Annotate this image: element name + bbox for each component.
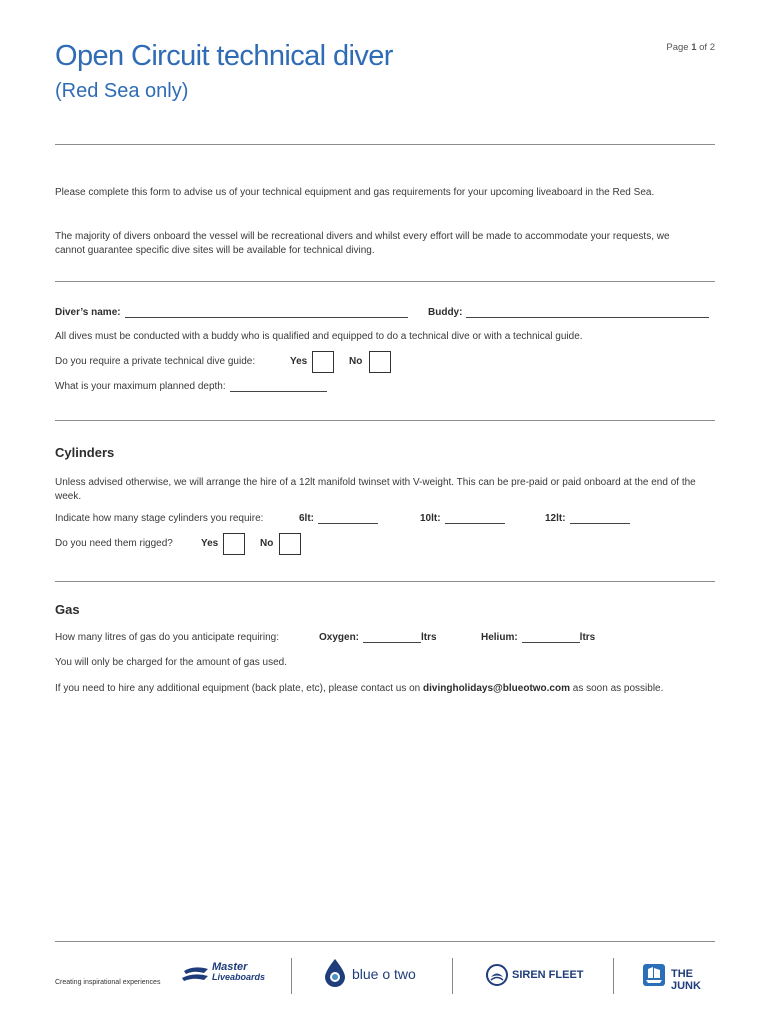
page-subtitle: (Red Sea only) — [55, 80, 189, 102]
the-junk-logo — [642, 962, 716, 990]
stage-12lt-input[interactable] — [570, 513, 630, 524]
oxygen-input[interactable] — [363, 632, 421, 643]
guide-no-checkbox[interactable] — [369, 351, 391, 373]
oxygen-label: Oxygen: — [319, 632, 360, 643]
page-number — [666, 42, 715, 53]
stage-12lt-label: 12lt: — [545, 513, 566, 524]
logo-separator — [291, 958, 292, 994]
siren-emblem-icon — [486, 964, 508, 986]
wave-icon — [182, 965, 210, 987]
guide-yes-label: Yes — [290, 356, 308, 367]
diver-name-label: Diver’s name: — [55, 307, 121, 318]
oxygen-unit: ltrs — [421, 632, 437, 643]
rigged-yes-label: Yes — [201, 538, 219, 549]
intro-paragraph-1: Please complete this form to advise us of your technical equipment and gas requirements for your upcoming liveaboard in the Red Sea. — [55, 187, 655, 198]
page-title: Open Circuit technical diver — [55, 40, 393, 72]
contact-email-link[interactable]: divingholidays@blueotwo.com — [423, 683, 570, 694]
helium-input[interactable] — [522, 632, 580, 643]
helium-unit: ltrs — [579, 632, 596, 643]
footer-tagline: Creating inspirational experiences — [55, 979, 161, 986]
guide-no-label: No — [349, 356, 363, 367]
stage-10lt-input[interactable] — [445, 513, 505, 524]
siren-fleet-logo — [486, 963, 586, 989]
page-suffix: of 2 — [699, 42, 715, 53]
buddy-input[interactable] — [466, 307, 709, 318]
logo-separator — [452, 958, 453, 994]
stage-10lt-field — [420, 513, 505, 524]
logo3-text: SIREN FLEET — [512, 969, 584, 981]
blue-o-two-logo — [322, 958, 427, 990]
logo1-line1: Master — [212, 961, 248, 973]
depth-field — [55, 381, 327, 392]
page-current: 1 — [691, 42, 697, 53]
gas-question: How many litres of gas do you anticipate requiring: — [55, 632, 280, 643]
rigged-no-label: No — [260, 538, 274, 549]
footer-divider — [55, 941, 715, 942]
rigged-question: Do you need them rigged? — [55, 538, 173, 549]
rigged-no-checkbox[interactable] — [279, 533, 301, 555]
droplet-icon — [322, 958, 348, 988]
junk-boat-icon — [642, 963, 666, 987]
charge-note: You will only be charged for the amount of gas used. — [55, 657, 288, 668]
divider — [55, 581, 715, 582]
cylinders-heading: Cylinders — [55, 445, 115, 460]
buddy-label: Buddy: — [428, 307, 463, 318]
helium-field — [481, 632, 595, 643]
divider — [55, 144, 715, 145]
depth-input[interactable] — [230, 381, 327, 392]
stage-question: Indicate how many stage cylinders you require: — [55, 513, 264, 524]
hire-suffix: as soon as possible. — [572, 683, 664, 694]
page-prefix: Page — [666, 42, 689, 53]
stage-10lt-label: 10lt: — [420, 513, 441, 524]
stage-6lt-field — [299, 513, 378, 524]
stage-12lt-field — [545, 513, 630, 524]
buddy-field — [428, 307, 709, 318]
logo1-line2: Liveaboards — [212, 972, 266, 982]
diver-name-field — [55, 307, 408, 318]
divider — [55, 420, 715, 421]
stage-6lt-input[interactable] — [318, 513, 378, 524]
rigged-yes-checkbox[interactable] — [223, 533, 245, 555]
logo4-text: THE JUNK — [671, 968, 701, 992]
hire-note — [55, 682, 675, 696]
depth-question: What is your maximum planned depth: — [55, 381, 226, 392]
divider — [55, 281, 715, 282]
intro-paragraph-2: The majority of divers onboard the vessel will be recreational divers and whilst every effort will be made to accommodate your requests, we cannot guarantee specific dive sites will be available for technical diving. — [55, 231, 670, 256]
hire-prefix: If you need to hire any additional equipment (back plate, etc), please contact us on — [55, 683, 421, 694]
gas-heading: Gas — [55, 602, 80, 617]
cylinders-description: Unless advised otherwise, we will arrange the hire of a 12lt manifold twinset with V-weight. This can be pre-paid or paid onboard at the end of the week. — [55, 477, 696, 502]
guide-question: Do you require a private technical dive guide: — [55, 356, 256, 367]
diver-name-input[interactable] — [125, 307, 408, 318]
logo-separator — [613, 958, 614, 994]
oxygen-field — [319, 632, 437, 643]
stage-6lt-label: 6lt: — [299, 513, 314, 524]
logo2-text: blue o two — [352, 966, 416, 982]
helium-label: Helium: — [481, 632, 518, 643]
guide-yes-checkbox[interactable] — [312, 351, 334, 373]
buddy-note: All dives must be conducted with a buddy who is qualified and equipped to do a technical dive or with a technical guide. — [55, 331, 583, 342]
master-liveaboards-logo — [182, 961, 266, 988]
